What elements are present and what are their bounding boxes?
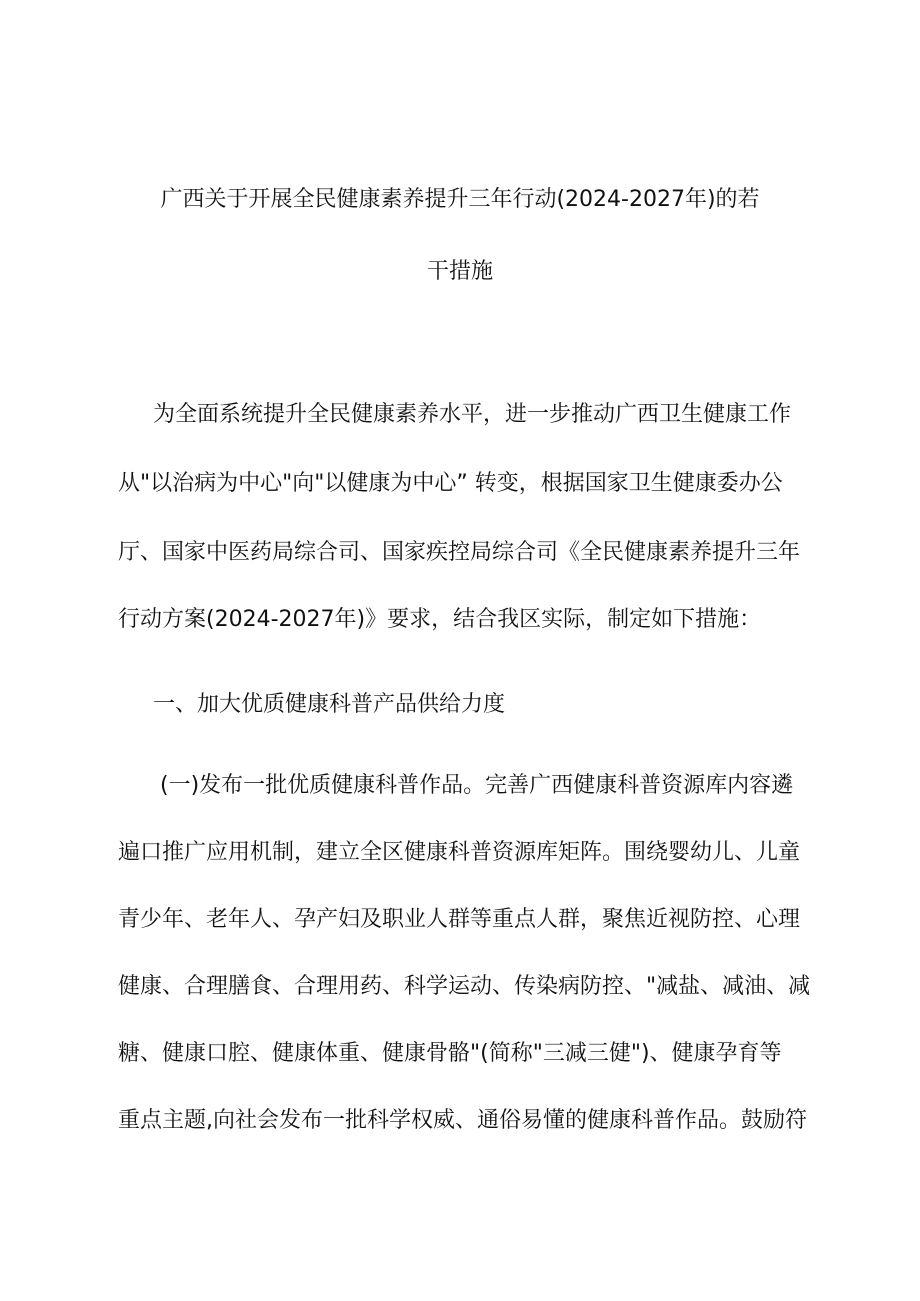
intro-paragraph-line-2: 从"以治病为中心"向"以健康为中心” 转变，根据国家卫生健康委办公 — [118, 471, 783, 496]
intro-paragraph-line-3: 厅、国家中医药局综合司、国家疾控局综合司《全民健康素养提升三年 — [118, 540, 801, 565]
intro-paragraph-line-1: 为全面系统提升全民健康素养水平，进一步推动广西卫生健康工作 — [153, 402, 792, 427]
intro-paragraph-line-4: 行动方案(2024-2027年)》要求，结合我区实际，制定如下措施： — [118, 607, 762, 632]
document-title-line-1: 广西关于开展全民健康素养提升三年行动(2024-2027年)的若 — [160, 187, 760, 212]
subsection-paragraph-line-6: 重点主题,向社会发布一批科学权威、通俗易懂的健康科普作品。鼓励符 — [118, 1108, 807, 1133]
section-heading: 一、加大优质健康科普产品供给力度 — [153, 692, 506, 717]
subsection-paragraph-line-1: (一)发布一批优质健康科普作品。完善广西健康科普资源库内容遴 — [160, 773, 794, 798]
subsection-paragraph-line-4: 健康、合理膳食、合理用药、科学运动、传染病防控、"减盐、减油、减 — [118, 974, 811, 999]
subsection-paragraph-line-3: 青少年、老年人、孕产妇及职业人群等重点人群，聚焦近视防控、心理 — [118, 907, 801, 932]
subsection-paragraph-line-5: 糖、健康口腔、健康体重、健康骨骼"(简称"三减三健")、健康孕育等 — [118, 1041, 782, 1066]
document-title-line-2: 干措施 — [426, 259, 493, 284]
subsection-paragraph-line-2: 遍口推广应用机制，建立全区健康科普资源库矩阵。围绕婴幼儿、儿童 — [118, 840, 801, 865]
